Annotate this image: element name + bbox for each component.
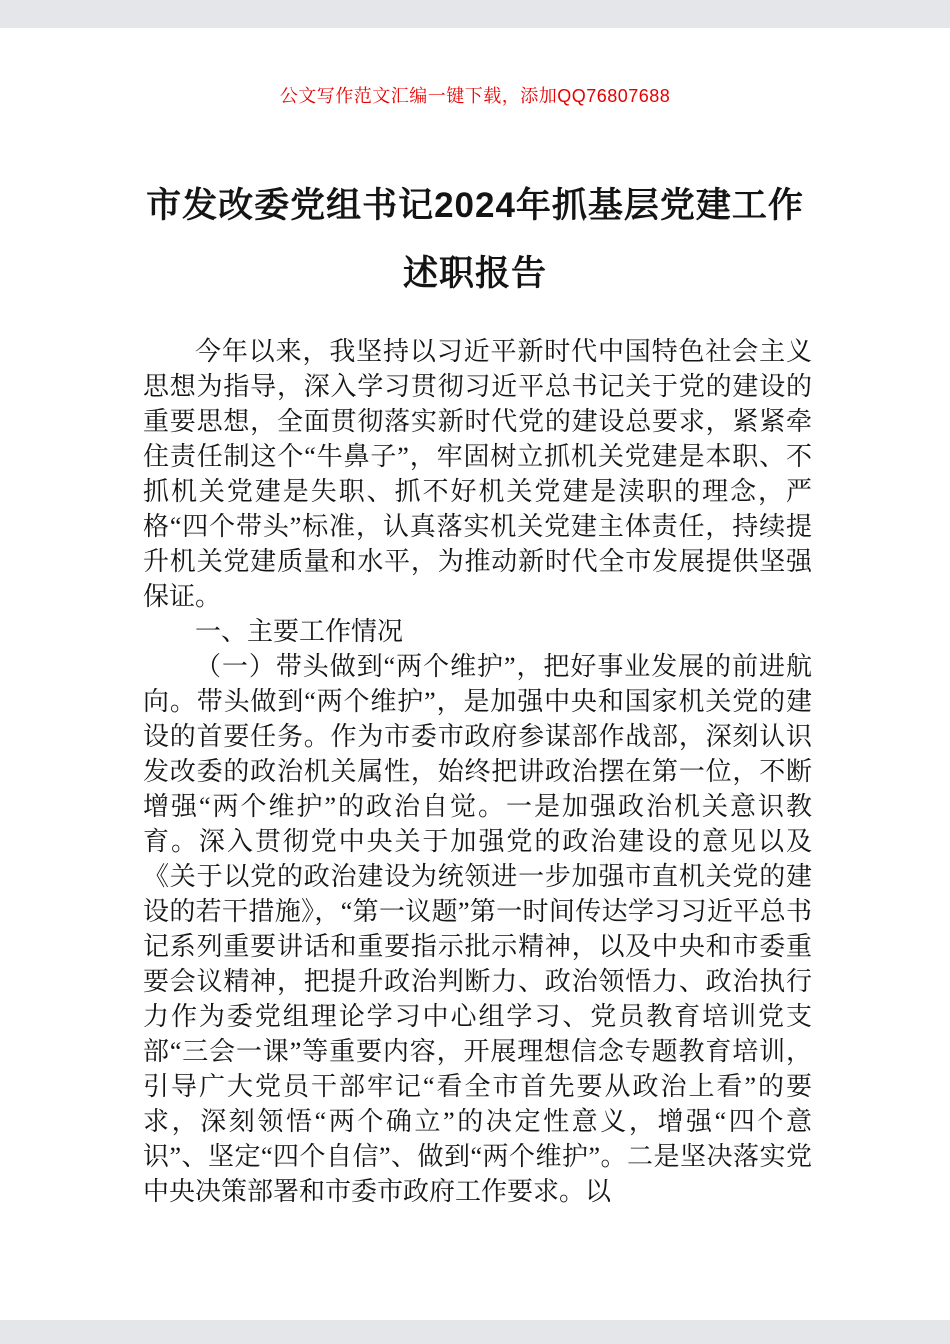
document-page [0,28,950,1320]
document-title [0,172,950,308]
document-title-line-2: 述职报告 [402,254,547,293]
document-body [143,334,812,1209]
header-notice: 公文写作范文汇编一键下载，添加QQ76807688 [279,86,671,106]
section-heading: 一、主要工作情况 [195,617,404,646]
paragraph-intro: 今年以来，我坚持以习近平新时代中国特色社会主义思想为指导，深入学习贯彻习近平总书记关于党的建设的重要思想，全面贯彻落实新时代党的建设总要求，紧紧牵住责任制这个“牛鼻子”，牢固树立抓机关党建是本职、不抓机关党建是失职、抓不好机关党建是渎职的理念，严格“四个带头”标准，认真落实机关党建主体责任，持续提升机关党建质量和水平，为推动新时代全市发展提供坚强保证。 [143,337,812,611]
document-title-line-1: 市发改委党组书记2024年抓基层党建工作 [146,186,804,225]
paragraph-section-1: （一）带头做到“两个维护”，把好事业发展的前进航向。带头做到“两个维护”，是加强中央和国家机关党的建设的首要任务。作为市委市政府参谋部作战部，深刻认识发改委的政治机关属性，始终把讲政治摆在第一位，不断增强“两个维护”的政治自觉。一是加强政治机关意识教育。深入贯彻党中央关于加强党的政治建设的意见以及《关于以党的政治建设为统领进一步加强市直机关党的建设的若干措施》，“第一议题”第一时间传达学习习近平总书记系列重要讲话和重要指示批示精神，以及中央和市委重要会议精神，把提升政治判断力、政治领悟力、政治执行力作为委党组理论学习中心组学习、党员教育培训党支部“三会一课”等重要内容，开展理想信念专题教育培训，引导广大党员干部牢记“看全市首先要从政治上看”的要求，深刻领悟“两个确立”的决定性意义，增强“四个意识”、坚定“四个自信”、做到“两个维护”。二是坚决落实党中央决策部署和市委市政府工作要求。以 [143,652,812,1206]
